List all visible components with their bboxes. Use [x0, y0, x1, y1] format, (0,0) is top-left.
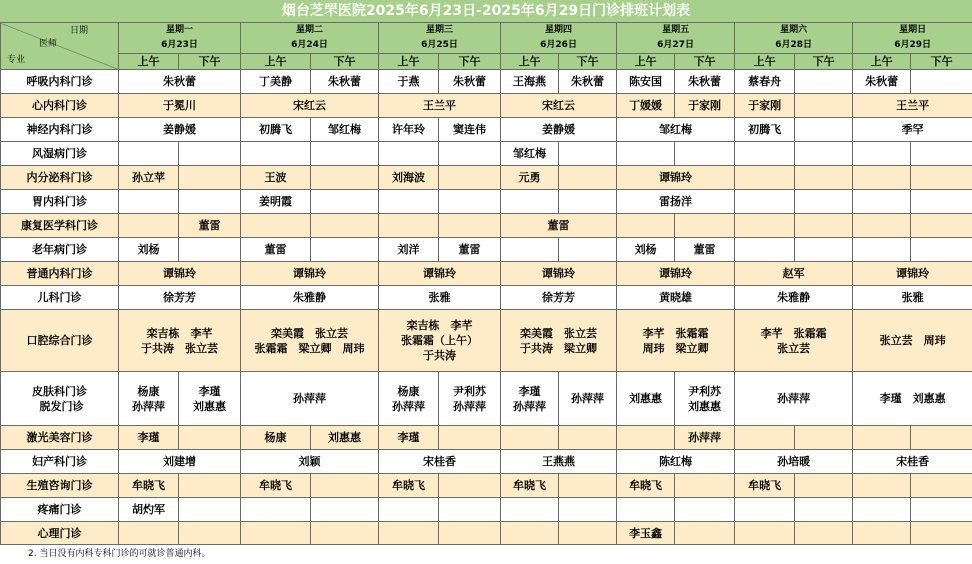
schedule-cell — [179, 190, 241, 214]
schedule-cell: 杨康 孙萍萍 — [379, 372, 439, 426]
schedule-cell: 季罕 — [853, 118, 972, 142]
dept-label: 内分泌科门诊 — [1, 166, 119, 190]
schedule-cell — [501, 498, 559, 522]
dept-label: 神经内科门诊 — [1, 118, 119, 142]
schedule-cell — [735, 522, 795, 546]
table-row — [1, 450, 972, 474]
schedule-cell: 朱秋蕾 — [559, 70, 617, 94]
schedule-cell: 王海燕 — [501, 70, 559, 94]
schedule-cell — [617, 498, 675, 522]
schedule-cell: 邹红梅 — [311, 118, 379, 142]
pm-header: 下午 — [439, 54, 501, 70]
schedule-cell: 宋桂香 — [379, 450, 501, 474]
schedule-cell — [735, 214, 795, 238]
schedule-cell — [311, 190, 379, 214]
schedule-cell: 孙萍萍 — [559, 372, 617, 426]
schedule-cell — [853, 142, 911, 166]
day-header: 星期二 6月24日 — [241, 23, 379, 54]
table-row — [1, 190, 972, 214]
schedule-table — [0, 22, 972, 546]
schedule-cell: 董雷 — [241, 238, 311, 262]
schedule-cell: 黄晓雄 — [617, 286, 735, 310]
pm-header: 下午 — [675, 54, 735, 70]
table-row — [1, 94, 972, 118]
schedule-cell: 刘建增 — [119, 450, 241, 474]
schedule-cell: 李瑾 — [119, 426, 179, 450]
am-header: 上午 — [501, 54, 559, 70]
schedule-cell — [179, 426, 241, 450]
schedule-cell — [559, 474, 617, 498]
day-header: 星期日 6月29日 — [853, 23, 972, 54]
schedule-cell — [853, 214, 911, 238]
schedule-cell: 孙立苹 — [119, 166, 179, 190]
schedule-cell: 牟晓飞 — [379, 474, 439, 498]
am-header: 上午 — [617, 54, 675, 70]
page-title: 烟台芝罘医院2025年6月23日-2025年6月29日门诊排班计划表 — [0, 0, 972, 23]
schedule-cell — [379, 190, 439, 214]
schedule-cell: 尹利苏 孙萍萍 — [439, 372, 501, 426]
schedule-cell: 谭锦玲 — [617, 262, 735, 286]
table-row — [1, 474, 972, 498]
schedule-cell: 朱雅静 — [735, 286, 853, 310]
schedule-cell — [179, 166, 241, 190]
dept-label: 激光美容门诊 — [1, 426, 119, 450]
schedule-cell — [795, 238, 853, 262]
schedule-cell — [439, 426, 501, 450]
schedule-cell — [311, 142, 379, 166]
schedule-cell — [241, 142, 311, 166]
schedule-cell: 李瑾 — [379, 426, 439, 450]
schedule-cell — [795, 190, 853, 214]
schedule-cell: 孙萍萍 — [675, 426, 735, 450]
schedule-cell — [439, 166, 501, 190]
dept-label: 心内科门诊 — [1, 94, 119, 118]
schedule-cell: 栾美霞 张立芸 张霜霜 梁立卿 周玮 — [241, 310, 379, 372]
schedule-cell — [439, 498, 501, 522]
schedule-cell — [119, 190, 179, 214]
schedule-cell: 邹红梅 — [501, 142, 559, 166]
schedule-cell — [911, 498, 972, 522]
schedule-cell: 于家刚 — [675, 94, 735, 118]
schedule-cell — [853, 522, 911, 546]
dept-label: 皮肤科门诊 脱发门诊 — [1, 372, 119, 426]
table-row — [1, 286, 972, 310]
schedule-cell: 董雷 — [675, 238, 735, 262]
schedule-cell — [675, 142, 735, 166]
schedule-cell: 宋桂香 — [853, 450, 972, 474]
schedule-cell: 杨康 — [241, 426, 311, 450]
schedule-cell — [853, 166, 911, 190]
schedule-cell: 邹红梅 — [617, 118, 735, 142]
pm-header: 下午 — [911, 54, 972, 70]
schedule-cell: 李芊 张霜霜 张立芸 — [735, 310, 853, 372]
schedule-cell: 王燕燕 — [501, 450, 617, 474]
schedule-cell: 王波 — [241, 166, 311, 190]
schedule-cell: 朱秋蕾 — [675, 70, 735, 94]
schedule-cell: 张雅 — [853, 286, 972, 310]
schedule-cell — [853, 190, 911, 214]
dept-label: 胃内科门诊 — [1, 190, 119, 214]
table-row — [1, 166, 972, 190]
schedule-cell — [795, 94, 853, 118]
schedule-cell: 牟晓飞 — [119, 474, 179, 498]
schedule-cell — [179, 238, 241, 262]
schedule-cell: 朱秋蕾 — [439, 70, 501, 94]
schedule-cell: 尹利苏 刘惠惠 — [675, 372, 735, 426]
schedule-cell — [795, 474, 853, 498]
schedule-cell — [911, 214, 972, 238]
day-header: 星期五 6月27日 — [617, 23, 735, 54]
dept-label: 呼吸内科门诊 — [1, 70, 119, 94]
schedule-cell: 陈红梅 — [617, 450, 735, 474]
schedule-cell: 张立芸 周玮 — [853, 310, 972, 372]
schedule-cell: 胡灼军 — [119, 498, 179, 522]
table-row — [1, 310, 972, 372]
schedule-cell — [501, 522, 559, 546]
schedule-cell — [853, 426, 911, 450]
schedule-cell — [911, 522, 972, 546]
dept-label: 疼痛门诊 — [1, 498, 119, 522]
schedule-cell: 杨康 孙萍萍 — [119, 372, 179, 426]
schedule-cell: 董雷 — [439, 238, 501, 262]
day-header: 星期六 6月28日 — [735, 23, 853, 54]
schedule-cell: 姜静媛 — [119, 118, 241, 142]
schedule-cell: 王兰平 — [379, 94, 501, 118]
schedule-cell — [911, 474, 972, 498]
schedule-cell — [559, 190, 617, 214]
table-row — [1, 262, 972, 286]
schedule-cell: 谭锦玲 — [853, 262, 972, 286]
schedule-cell — [735, 142, 795, 166]
schedule-cell — [853, 498, 911, 522]
schedule-cell — [379, 142, 439, 166]
schedule-cell: 李瑾 刘惠惠 — [853, 372, 972, 426]
am-header: 上午 — [119, 54, 179, 70]
schedule-cell — [795, 522, 853, 546]
schedule-cell: 陈安国 — [617, 70, 675, 94]
schedule-cell: 窦连伟 — [439, 118, 501, 142]
schedule-cell — [795, 498, 853, 522]
day-header: 星期四 6月26日 — [501, 23, 617, 54]
table-row — [1, 142, 972, 166]
table-row — [1, 238, 972, 262]
schedule-cell: 张雅 — [379, 286, 501, 310]
schedule-cell — [911, 238, 972, 262]
schedule-cell — [501, 426, 559, 450]
schedule-cell — [735, 190, 795, 214]
schedule-cell — [675, 474, 735, 498]
am-header: 上午 — [735, 54, 795, 70]
schedule-cell: 刘颖 — [241, 450, 379, 474]
schedule-cell — [559, 426, 617, 450]
schedule-cell — [379, 498, 439, 522]
schedule-cell: 栾吉栋 李芊 张霜霜（上午） 于共涛 — [379, 310, 501, 372]
schedule-cell — [911, 166, 972, 190]
schedule-cell: 王兰平 — [853, 94, 972, 118]
schedule-cell — [559, 238, 617, 262]
dept-label: 康复医学科门诊 — [1, 214, 119, 238]
dept-label: 妇产科门诊 — [1, 450, 119, 474]
schedule-cell: 牟晓飞 — [735, 474, 795, 498]
schedule-cell — [439, 522, 501, 546]
schedule-cell — [179, 498, 241, 522]
schedule-cell — [311, 474, 379, 498]
schedule-cell: 朱秋蕾 — [311, 70, 379, 94]
schedule-cell: 许年玲 — [379, 118, 439, 142]
am-header: 上午 — [379, 54, 439, 70]
schedule-cell: 朱秋蕾 — [853, 70, 911, 94]
dept-label: 风湿病门诊 — [1, 142, 119, 166]
schedule-cell: 刘惠惠 — [311, 426, 379, 450]
schedule-cell — [853, 238, 911, 262]
footnote: 2. 当日没有内科专科门诊的可就诊普通内科。 — [0, 544, 972, 564]
day-header: 星期一 6月23日 — [119, 23, 241, 54]
schedule-cell: 李瑾 刘惠惠 — [179, 372, 241, 426]
schedule-cell — [501, 238, 559, 262]
schedule-cell — [617, 426, 675, 450]
header-row-halfday — [1, 54, 972, 70]
schedule-cell — [795, 142, 853, 166]
schedule-cell — [311, 166, 379, 190]
header-row-days — [1, 23, 972, 54]
schedule-cell: 栾吉栋 李芊 于共涛 张立芸 — [119, 310, 241, 372]
corner-header — [1, 23, 119, 70]
schedule-cell: 雷扬洋 — [617, 190, 735, 214]
schedule-cell: 刘洋 — [379, 238, 439, 262]
schedule-cell — [179, 474, 241, 498]
schedule-cell: 董雷 — [501, 214, 617, 238]
schedule-cell — [439, 474, 501, 498]
schedule-cell: 于燕 — [379, 70, 439, 94]
dept-label: 生殖咨询门诊 — [1, 474, 119, 498]
schedule-cell: 初腾飞 — [735, 118, 795, 142]
schedule-cell: 宋红云 — [241, 94, 379, 118]
table-row — [1, 118, 972, 142]
am-header: 上午 — [853, 54, 911, 70]
pm-header: 下午 — [179, 54, 241, 70]
schedule-cell — [559, 166, 617, 190]
schedule-cell: 朱雅静 — [241, 286, 379, 310]
schedule-cell: 刘惠惠 — [617, 372, 675, 426]
schedule-cell: 牟晓飞 — [241, 474, 311, 498]
schedule-cell — [241, 498, 311, 522]
pm-header: 下午 — [311, 54, 379, 70]
schedule-cell — [501, 190, 559, 214]
schedule-cell — [311, 214, 379, 238]
schedule-cell: 董雷 — [179, 214, 241, 238]
schedule-cell — [439, 214, 501, 238]
schedule-cell — [559, 498, 617, 522]
schedule-cell: 于冕川 — [119, 94, 241, 118]
schedule-cell: 谭锦玲 — [241, 262, 379, 286]
schedule-cell — [439, 190, 501, 214]
schedule-cell: 元勇 — [501, 166, 559, 190]
schedule-cell — [853, 474, 911, 498]
schedule-cell: 李玉鑫 — [617, 522, 675, 546]
schedule-cell — [795, 426, 853, 450]
schedule-cell — [911, 142, 972, 166]
schedule-cell: 于家刚 — [735, 94, 795, 118]
schedule-cell — [559, 142, 617, 166]
dept-label: 老年病门诊 — [1, 238, 119, 262]
dept-label: 口腔综合门诊 — [1, 310, 119, 372]
schedule-cell: 李芊 张霜霜 周玮 梁立卿 — [617, 310, 735, 372]
schedule-cell — [617, 214, 675, 238]
schedule-cell — [675, 522, 735, 546]
schedule-cell: 刘杨 — [119, 238, 179, 262]
schedule-cell — [379, 214, 439, 238]
schedule-cell — [675, 214, 735, 238]
schedule-cell — [119, 522, 179, 546]
schedule-cell — [559, 522, 617, 546]
table-row — [1, 70, 972, 94]
schedule-cell — [735, 238, 795, 262]
schedule-cell — [911, 190, 972, 214]
pm-header: 下午 — [795, 54, 853, 70]
schedule-cell — [795, 166, 853, 190]
schedule-cell — [795, 214, 853, 238]
schedule-cell — [311, 238, 379, 262]
schedule-cell: 宋红云 — [501, 94, 617, 118]
schedule-cell: 谭锦玲 — [119, 262, 241, 286]
table-row — [1, 426, 972, 450]
schedule-cell — [311, 498, 379, 522]
schedule-cell: 栾美霞 张立芸 于共涛 梁立卿 — [501, 310, 617, 372]
table-row — [1, 522, 972, 546]
schedule-cell: 孙培暖 — [735, 450, 853, 474]
schedule-cell: 姜明霞 — [241, 190, 311, 214]
am-header: 上午 — [241, 54, 311, 70]
schedule-cell — [241, 214, 311, 238]
schedule-cell: 谭锦玲 — [617, 166, 735, 190]
corner-doctor-label: 医师 — [39, 39, 58, 49]
schedule-cell — [795, 118, 853, 142]
day-header: 星期三 6月25日 — [379, 23, 501, 54]
schedule-cell — [439, 142, 501, 166]
schedule-cell: 徐芳芳 — [501, 286, 617, 310]
schedule-cell — [119, 142, 179, 166]
table-row — [1, 372, 972, 426]
schedule-cell: 孙萍萍 — [735, 372, 853, 426]
schedule-cell: 蔡春舟 — [735, 70, 795, 94]
table-row — [1, 498, 972, 522]
schedule-cell — [675, 498, 735, 522]
schedule-cell: 牟晓飞 — [501, 474, 559, 498]
schedule-cell — [735, 426, 795, 450]
schedule-cell — [179, 522, 241, 546]
dept-label: 心理门诊 — [1, 522, 119, 546]
corner-specialty-label: 专业 — [7, 55, 26, 65]
schedule-cell: 牟晓飞 — [617, 474, 675, 498]
schedule-cell — [735, 498, 795, 522]
schedule-cell: 丁媛媛 — [617, 94, 675, 118]
schedule-cell: 朱秋蕾 — [119, 70, 241, 94]
schedule-cell — [179, 142, 241, 166]
corner-date-label: 日期 — [69, 26, 88, 36]
schedule-cell: 丁美静 — [241, 70, 311, 94]
schedule-cell — [617, 142, 675, 166]
schedule-cell — [911, 70, 972, 94]
schedule-cell — [795, 70, 853, 94]
schedule-cell: 刘杨 — [617, 238, 675, 262]
schedule-cell — [735, 166, 795, 190]
schedule-cell — [311, 522, 379, 546]
schedule-cell: 谭锦玲 — [379, 262, 501, 286]
schedule-cell: 初腾飞 — [241, 118, 311, 142]
schedule-cell — [379, 522, 439, 546]
schedule-cell — [241, 522, 311, 546]
table-row — [1, 214, 972, 238]
schedule-cell — [911, 426, 972, 450]
schedule-cell — [119, 214, 179, 238]
schedule-cell: 赵军 — [735, 262, 853, 286]
schedule-cell: 刘海波 — [379, 166, 439, 190]
schedule-cell: 姜静媛 — [501, 118, 617, 142]
pm-header: 下午 — [559, 54, 617, 70]
schedule-cell: 李瑾 孙萍萍 — [501, 372, 559, 426]
schedule-cell: 孙萍萍 — [241, 372, 379, 426]
dept-label: 儿科门诊 — [1, 286, 119, 310]
schedule-cell: 徐芳芳 — [119, 286, 241, 310]
dept-label: 普通内科门诊 — [1, 262, 119, 286]
schedule-cell: 谭锦玲 — [501, 262, 617, 286]
